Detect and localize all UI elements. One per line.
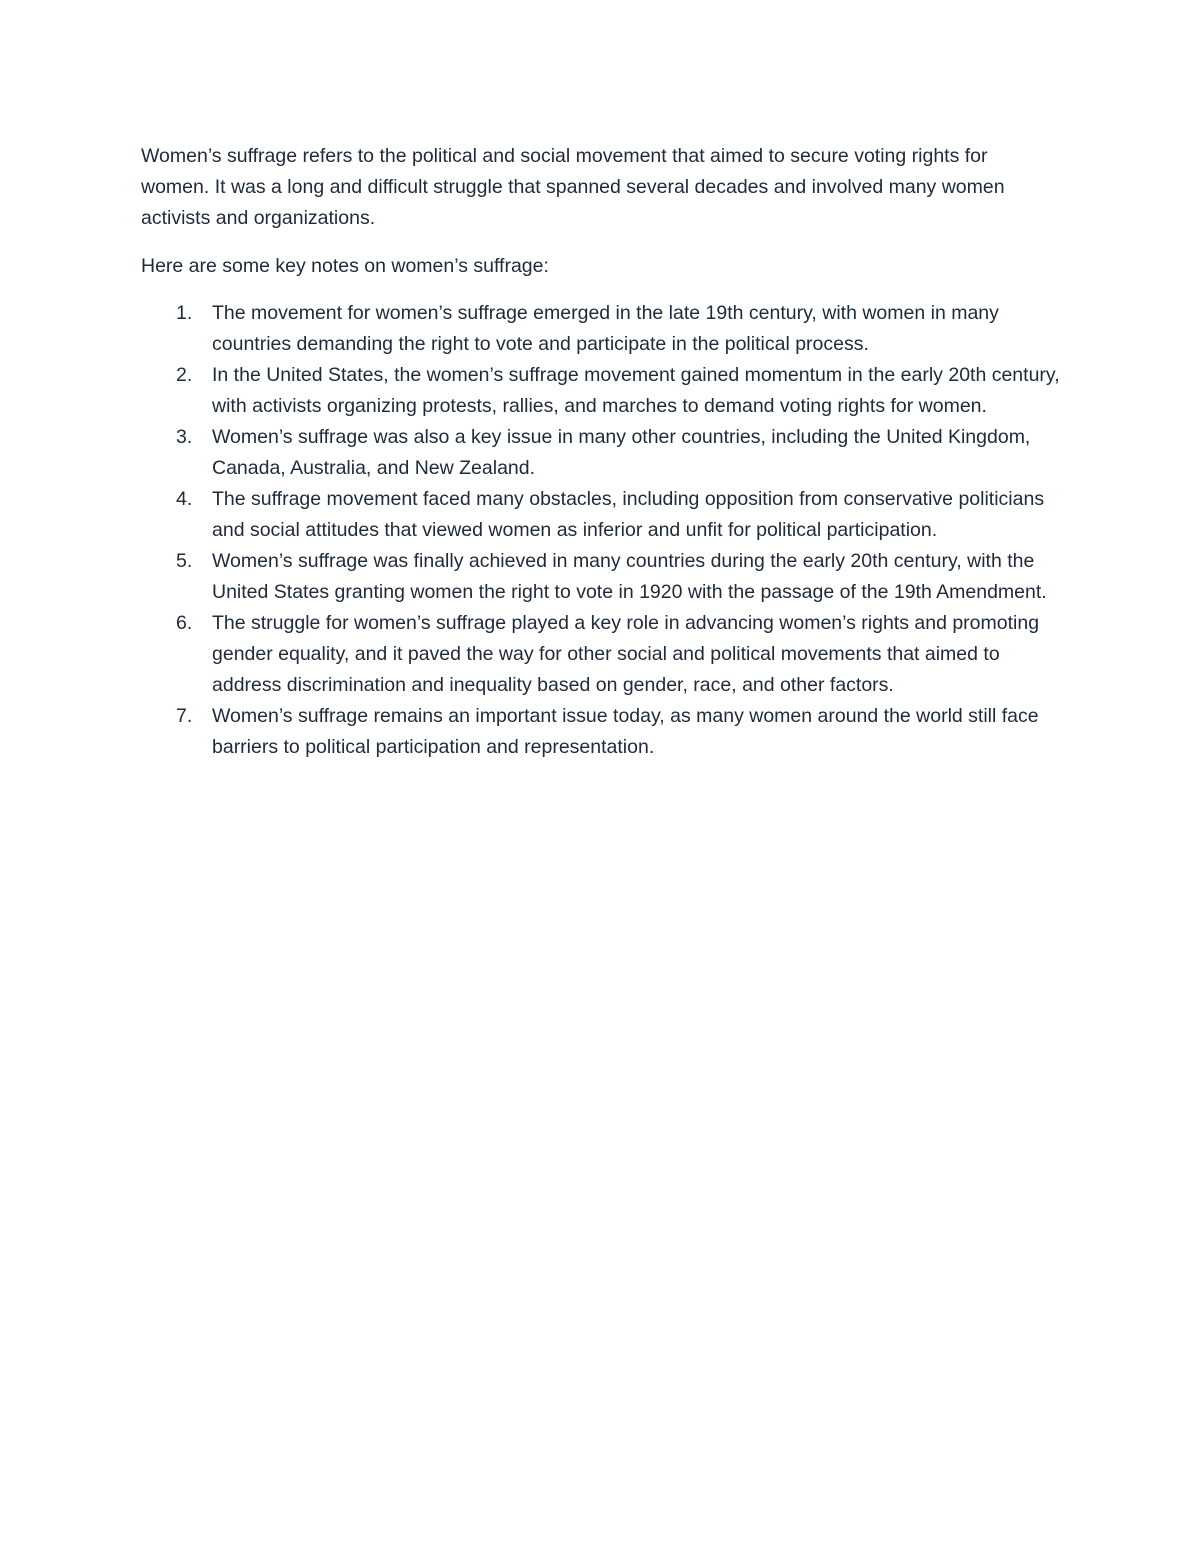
intro-paragraph: Women’s suffrage refers to the political and social movement that aimed to secure voting rights for women. It was a long and difficult struggle that spanned several decades and involved many women activists and organizations. xyxy=(141,145,1005,229)
list-item xyxy=(141,484,1062,546)
list-item xyxy=(141,360,1062,422)
list-item-number: 6. xyxy=(176,612,193,634)
list-item-number: 7. xyxy=(176,705,193,727)
list-item-text: Women’s suffrage was also a key issue in many other countries, including the United Kingdom, Canada, Australia, and New Zealand. xyxy=(212,426,1031,479)
list-item-number: 5. xyxy=(176,550,193,572)
list-item-number: 1. xyxy=(176,302,193,324)
list-item xyxy=(141,298,1062,360)
list-item-text: Women’s suffrage was finally achieved in many countries during the early 20th century, with the United States granting women the right to vote in 1920 with the passage of the 19th Amendment. xyxy=(212,550,1047,603)
list-item-text: The suffrage movement faced many obstacles, including opposition from conservative politicians and social attitudes that viewed women as inferior and unfit for political participation. xyxy=(212,488,1045,541)
lead-paragraph: Here are some key notes on women’s suffrage: xyxy=(141,255,549,277)
key-notes-list xyxy=(141,298,1060,763)
list-item xyxy=(141,608,1062,701)
list-item-text: In the United States, the women’s suffrage movement gained momentum in the early 20th century, with activists organizing protests, rallies, and marches to demand voting rights for women. xyxy=(212,364,1060,417)
list-item xyxy=(141,546,1062,608)
list-item xyxy=(141,422,1062,484)
list-item-number: 4. xyxy=(176,488,193,510)
list-item-text: The movement for women’s suffrage emerged in the late 19th century, with women in many countries demanding the right to vote and participate in the political process. xyxy=(212,302,999,355)
list-item-text: Women’s suffrage remains an important issue today, as many women around the world still face barriers to political participation and representation. xyxy=(212,705,1039,758)
list-item-text: The struggle for women’s suffrage played a key role in advancing women’s rights and promoting gender equality, and it paved the way for other social and political movements that aimed to address discrimination and inequality based on gender, race, and other factors. xyxy=(212,612,1040,696)
list-item-number: 2. xyxy=(176,364,193,386)
list-item-number: 3. xyxy=(176,426,193,448)
list-item xyxy=(141,701,1062,763)
